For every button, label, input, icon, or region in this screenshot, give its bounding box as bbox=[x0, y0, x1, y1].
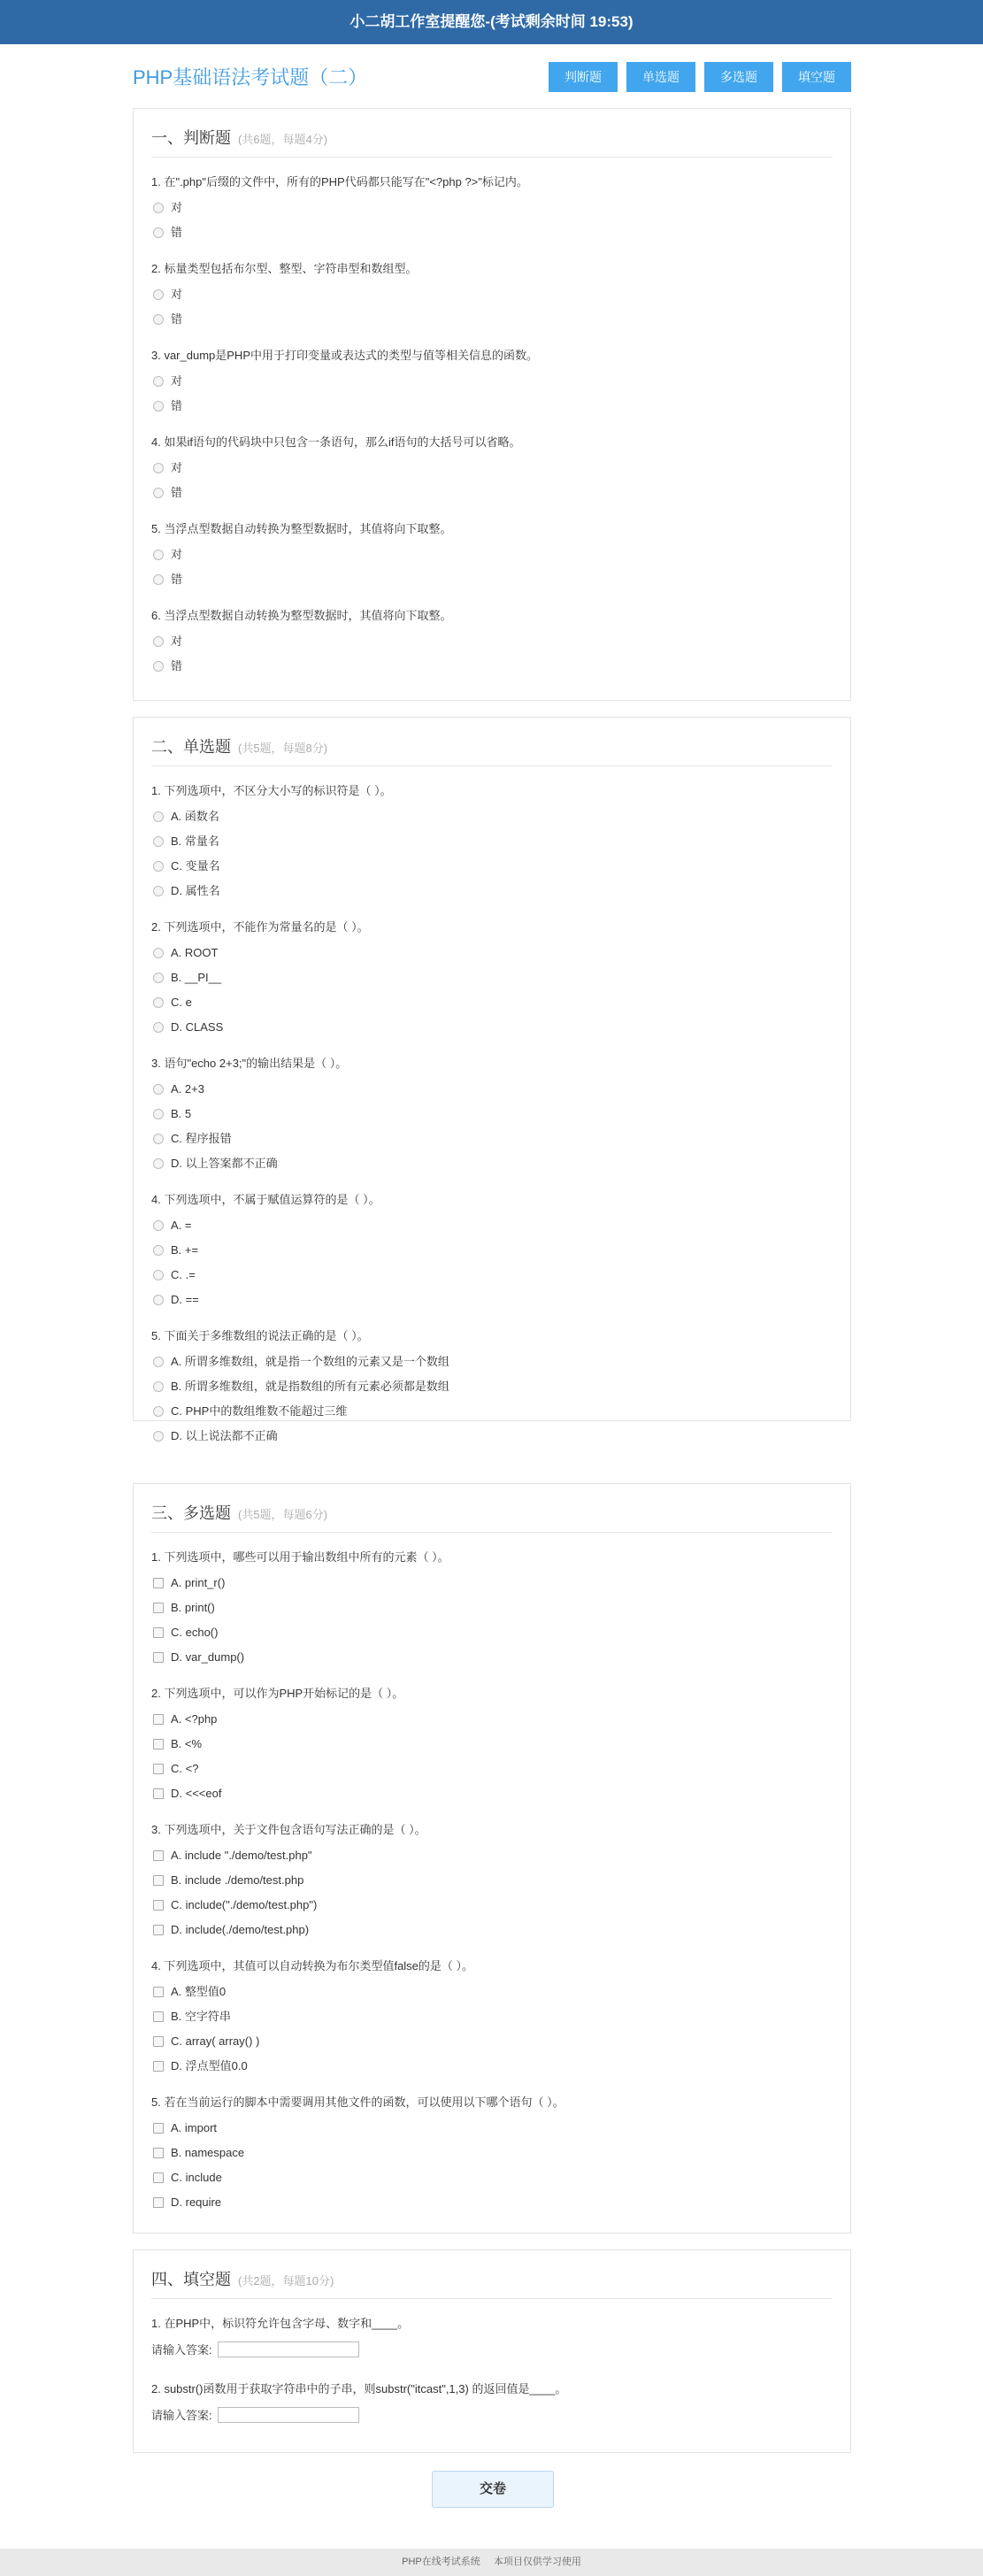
option-d[interactable]: D. == bbox=[153, 1292, 199, 1308]
option-b[interactable]: B. 所谓多维数组，就是指数组的所有元素必须都是数组 bbox=[153, 1379, 449, 1395]
checkbox[interactable] bbox=[153, 1850, 164, 1861]
radio-button[interactable] bbox=[153, 1220, 164, 1231]
answer-label: 请输入答案: bbox=[151, 2409, 212, 2422]
checkbox[interactable] bbox=[153, 2123, 164, 2134]
option-true[interactable]: 对 bbox=[153, 373, 182, 389]
option-false[interactable]: 错 bbox=[153, 311, 182, 327]
section-meta: (共5题，每题8分) bbox=[238, 742, 328, 755]
checkbox[interactable] bbox=[153, 1987, 164, 1997]
section-meta: (共6题，每题4分) bbox=[238, 133, 328, 146]
radio-button[interactable] bbox=[153, 314, 164, 325]
radio-button[interactable] bbox=[153, 1245, 164, 1256]
radio-button[interactable] bbox=[153, 661, 164, 672]
answer-input[interactable] bbox=[218, 2341, 359, 2357]
question-text: 4. 下列选项中，其值可以自动转换为布尔类型值false的是（ ）。 bbox=[151, 1959, 474, 1972]
option-false[interactable]: 错 bbox=[153, 225, 182, 241]
radio-button[interactable] bbox=[153, 861, 164, 872]
option-a[interactable]: A. = bbox=[153, 1218, 192, 1234]
option-d[interactable]: D. var_dump() bbox=[153, 1649, 244, 1665]
checkbox[interactable] bbox=[153, 2061, 164, 2072]
question-text: 1. 在PHP中，标识符允许包含字母、数字和____。 bbox=[151, 2317, 410, 2330]
question-text: 2. substr()函数用于获取字符串中的子串，则substr("itcast",1,3) 的返回值是____。 bbox=[151, 2382, 567, 2395]
radio-button[interactable] bbox=[153, 886, 164, 896]
option-d[interactable]: D. <<<eof bbox=[153, 1786, 221, 1802]
option-d[interactable]: D. 以上答案都不正确 bbox=[153, 1156, 278, 1172]
checkbox[interactable] bbox=[153, 1764, 164, 1774]
question-text: 5. 下面关于多维数组的说法正确的是（ ）。 bbox=[151, 1329, 369, 1342]
question-text: 5. 若在当前运行的脚本中需要调用其他文件的函数，可以使用以下哪个语句（ ）。 bbox=[151, 2095, 564, 2109]
option-b[interactable]: B. <% bbox=[153, 1736, 202, 1752]
radio-button[interactable] bbox=[153, 1431, 164, 1442]
radio-button[interactable] bbox=[153, 1357, 164, 1367]
radio-button[interactable] bbox=[153, 227, 164, 238]
radio-button[interactable] bbox=[153, 463, 164, 473]
fill-blank-section bbox=[133, 2249, 851, 2453]
radio-button[interactable] bbox=[153, 1270, 164, 1280]
nav-judge-button[interactable]: 判断题 bbox=[549, 62, 618, 92]
section-meta: (共2题，每题10分) bbox=[238, 2274, 334, 2288]
option-a[interactable]: A. import bbox=[153, 2120, 217, 2136]
section-title: 三、多选题 bbox=[151, 1504, 231, 1522]
checkbox[interactable] bbox=[153, 1714, 164, 1725]
checkbox[interactable] bbox=[153, 2172, 164, 2183]
question-text: 1. 在".php"后缀的文件中，所有的PHP代码都只能写在"<?php ?>"标记内。 bbox=[151, 175, 528, 188]
option-c[interactable]: C. e bbox=[153, 995, 192, 1011]
question-text: 6. 当浮点型数据自动转换为整型数据时，其值将向下取整。 bbox=[151, 609, 452, 622]
radio-button[interactable] bbox=[153, 1109, 164, 1119]
question-text: 2. 下列选项中，可以作为PHP开始标记的是（ ）。 bbox=[151, 1687, 404, 1700]
radio-button[interactable] bbox=[153, 811, 164, 822]
option-a[interactable]: A. include "./demo/test.php" bbox=[153, 1848, 312, 1864]
section-header bbox=[151, 1500, 833, 1533]
radio-button[interactable] bbox=[153, 1084, 164, 1095]
radio-button[interactable] bbox=[153, 1406, 164, 1417]
judge-section bbox=[133, 108, 851, 701]
option-c[interactable]: C. PHP中的数组维数不能超过三维 bbox=[153, 1403, 347, 1419]
radio-button[interactable] bbox=[153, 1134, 164, 1144]
option-c[interactable]: C. 变量名 bbox=[153, 858, 220, 874]
checkbox[interactable] bbox=[153, 2148, 164, 2158]
option-true[interactable]: 对 bbox=[153, 460, 182, 476]
option-a[interactable]: A. 2+3 bbox=[153, 1081, 204, 1097]
radio-button[interactable] bbox=[153, 948, 164, 958]
option-b[interactable]: B. += bbox=[153, 1242, 198, 1258]
option-c[interactable]: C. echo() bbox=[153, 1625, 218, 1641]
option-d[interactable]: D. 属性名 bbox=[153, 883, 220, 899]
answer-input[interactable] bbox=[218, 2407, 359, 2423]
footer-system-name: PHP在线考试系统 bbox=[402, 2557, 480, 2567]
radio-button[interactable] bbox=[153, 401, 164, 411]
option-a[interactable]: A. print_r() bbox=[153, 1575, 225, 1591]
radio-button[interactable] bbox=[153, 1158, 164, 1169]
option-b[interactable]: B. 空字符串 bbox=[153, 2009, 231, 2025]
option-b[interactable]: B. namespace bbox=[153, 2145, 244, 2161]
section-title: 一、判断题 bbox=[151, 129, 231, 147]
option-a[interactable]: A. ROOT bbox=[153, 945, 218, 961]
option-a[interactable]: A. <?php bbox=[153, 1711, 217, 1727]
option-c[interactable]: C. <? bbox=[153, 1761, 198, 1777]
checkbox[interactable] bbox=[153, 1875, 164, 1886]
option-true[interactable]: 对 bbox=[153, 287, 182, 303]
single-choice-section bbox=[133, 717, 851, 1442]
footer bbox=[0, 2549, 983, 2576]
radio-button[interactable] bbox=[153, 289, 164, 300]
checkbox[interactable] bbox=[153, 1925, 164, 1935]
option-true[interactable]: 对 bbox=[153, 547, 182, 563]
radio-button[interactable] bbox=[153, 1295, 164, 1305]
question-text: 4. 下列选项中，不属于赋值运算符的是（ ）。 bbox=[151, 1193, 380, 1206]
checkbox[interactable] bbox=[153, 1739, 164, 1749]
answer-label: 请输入答案: bbox=[151, 2343, 212, 2357]
multi-choice-section bbox=[133, 1483, 851, 2234]
section-nav bbox=[540, 62, 851, 92]
question-text: 4. 如果if语句的代码块中只包含一条语句，那么if语句的大括号可以省略。 bbox=[151, 435, 521, 449]
option-b[interactable]: B. 5 bbox=[153, 1106, 191, 1122]
section-header bbox=[151, 2266, 833, 2299]
option-c[interactable]: C. include("./demo/test.php") bbox=[153, 1897, 317, 1913]
section-meta: (共5题，每题6分) bbox=[238, 1508, 328, 1521]
question-text: 3. 语句"echo 2+3;"的输出结果是（ ）。 bbox=[151, 1057, 348, 1070]
radio-button[interactable] bbox=[153, 636, 164, 647]
question-text: 3. 下列选项中，关于文件包含语句写法正确的是（ ）。 bbox=[151, 1823, 426, 1836]
checkbox[interactable] bbox=[153, 2011, 164, 2022]
section-title: 二、单选题 bbox=[151, 738, 231, 756]
option-c[interactable]: C. 程序报错 bbox=[153, 1131, 232, 1147]
option-d[interactable]: D. 以上说法都不正确 bbox=[153, 1428, 278, 1444]
question-text: 2. 下列选项中，不能作为常量名的是（ ）。 bbox=[151, 920, 369, 934]
exam-timer-text: 小二胡工作室提醒您-(考试剩余时间 19:53) bbox=[349, 13, 634, 30]
section-header bbox=[151, 734, 833, 766]
checkbox[interactable] bbox=[153, 2197, 164, 2208]
option-d[interactable]: D. 浮点型值0.0 bbox=[153, 2058, 248, 2074]
radio-button[interactable] bbox=[153, 574, 164, 585]
top-banner bbox=[0, 0, 983, 44]
section-header bbox=[151, 125, 833, 158]
submit-button[interactable]: 交卷 bbox=[432, 2471, 554, 2508]
radio-button[interactable] bbox=[153, 836, 164, 847]
checkbox[interactable] bbox=[153, 1900, 164, 1911]
nav-multi-button[interactable]: 多选题 bbox=[704, 62, 773, 92]
checkbox[interactable] bbox=[153, 2036, 164, 2047]
option-d[interactable]: D. CLASS bbox=[153, 1019, 223, 1035]
page-title: PHP基础语法考试题（二） bbox=[133, 66, 368, 88]
section-title: 四、填空题 bbox=[151, 2271, 231, 2288]
option-d[interactable]: D. include(./demo/test.php) bbox=[153, 1922, 309, 1938]
radio-button[interactable] bbox=[153, 550, 164, 560]
option-b[interactable]: B. include ./demo/test.php bbox=[153, 1872, 303, 1888]
option-d[interactable]: D. require bbox=[153, 2195, 221, 2211]
option-false[interactable]: 错 bbox=[153, 572, 182, 588]
option-a[interactable]: A. 函数名 bbox=[153, 809, 219, 825]
footer-note: 本项目仅供学习使用 bbox=[493, 2557, 581, 2567]
radio-button[interactable] bbox=[153, 203, 164, 213]
nav-fill-button[interactable]: 填空题 bbox=[782, 62, 851, 92]
answer-row bbox=[151, 2341, 359, 2357]
radio-button[interactable] bbox=[153, 376, 164, 387]
option-b[interactable]: B. print() bbox=[153, 1600, 215, 1616]
option-a[interactable]: A. 所谓多维数组，就是指一个数组的元素又是一个数组 bbox=[153, 1354, 449, 1370]
option-true[interactable]: 对 bbox=[153, 200, 182, 216]
option-b[interactable]: B. __PI__ bbox=[153, 970, 221, 986]
question-text: 1. 下列选项中，哪些可以用于输出数组中所有的元素（ ）。 bbox=[151, 1550, 449, 1564]
option-false[interactable]: 错 bbox=[153, 658, 182, 674]
option-c[interactable]: C. include bbox=[153, 2170, 222, 2186]
radio-button[interactable] bbox=[153, 997, 164, 1008]
radio-button[interactable] bbox=[153, 973, 164, 983]
option-false[interactable]: 错 bbox=[153, 485, 182, 501]
option-true[interactable]: 对 bbox=[153, 634, 182, 650]
checkbox[interactable] bbox=[153, 1627, 164, 1638]
radio-button[interactable] bbox=[153, 488, 164, 498]
checkbox[interactable] bbox=[153, 1603, 164, 1613]
nav-single-button[interactable]: 单选题 bbox=[626, 62, 695, 92]
question-text: 5. 当浮点型数据自动转换为整型数据时，其值将向下取整。 bbox=[151, 522, 452, 535]
answer-row bbox=[151, 2406, 359, 2423]
checkbox[interactable] bbox=[153, 1652, 164, 1663]
option-c[interactable]: C. .= bbox=[153, 1267, 196, 1283]
checkbox[interactable] bbox=[153, 1788, 164, 1799]
option-false[interactable]: 错 bbox=[153, 398, 182, 414]
radio-button[interactable] bbox=[153, 1381, 164, 1392]
title-bar bbox=[133, 62, 851, 94]
option-a[interactable]: A. 整型值0 bbox=[153, 1984, 226, 2000]
option-b[interactable]: B. 常量名 bbox=[153, 834, 219, 850]
question-text: 2. 标量类型包括布尔型、整型、字符串型和数组型。 bbox=[151, 262, 418, 275]
question-text: 3. var_dump是PHP中用于打印变量或表达式的类型与值等相关信息的函数。 bbox=[151, 349, 538, 362]
radio-button[interactable] bbox=[153, 1022, 164, 1033]
checkbox[interactable] bbox=[153, 1578, 164, 1588]
question-text: 1. 下列选项中，不区分大小写的标识符是（ ）。 bbox=[151, 784, 392, 797]
option-c[interactable]: C. array( array() ) bbox=[153, 2034, 259, 2049]
